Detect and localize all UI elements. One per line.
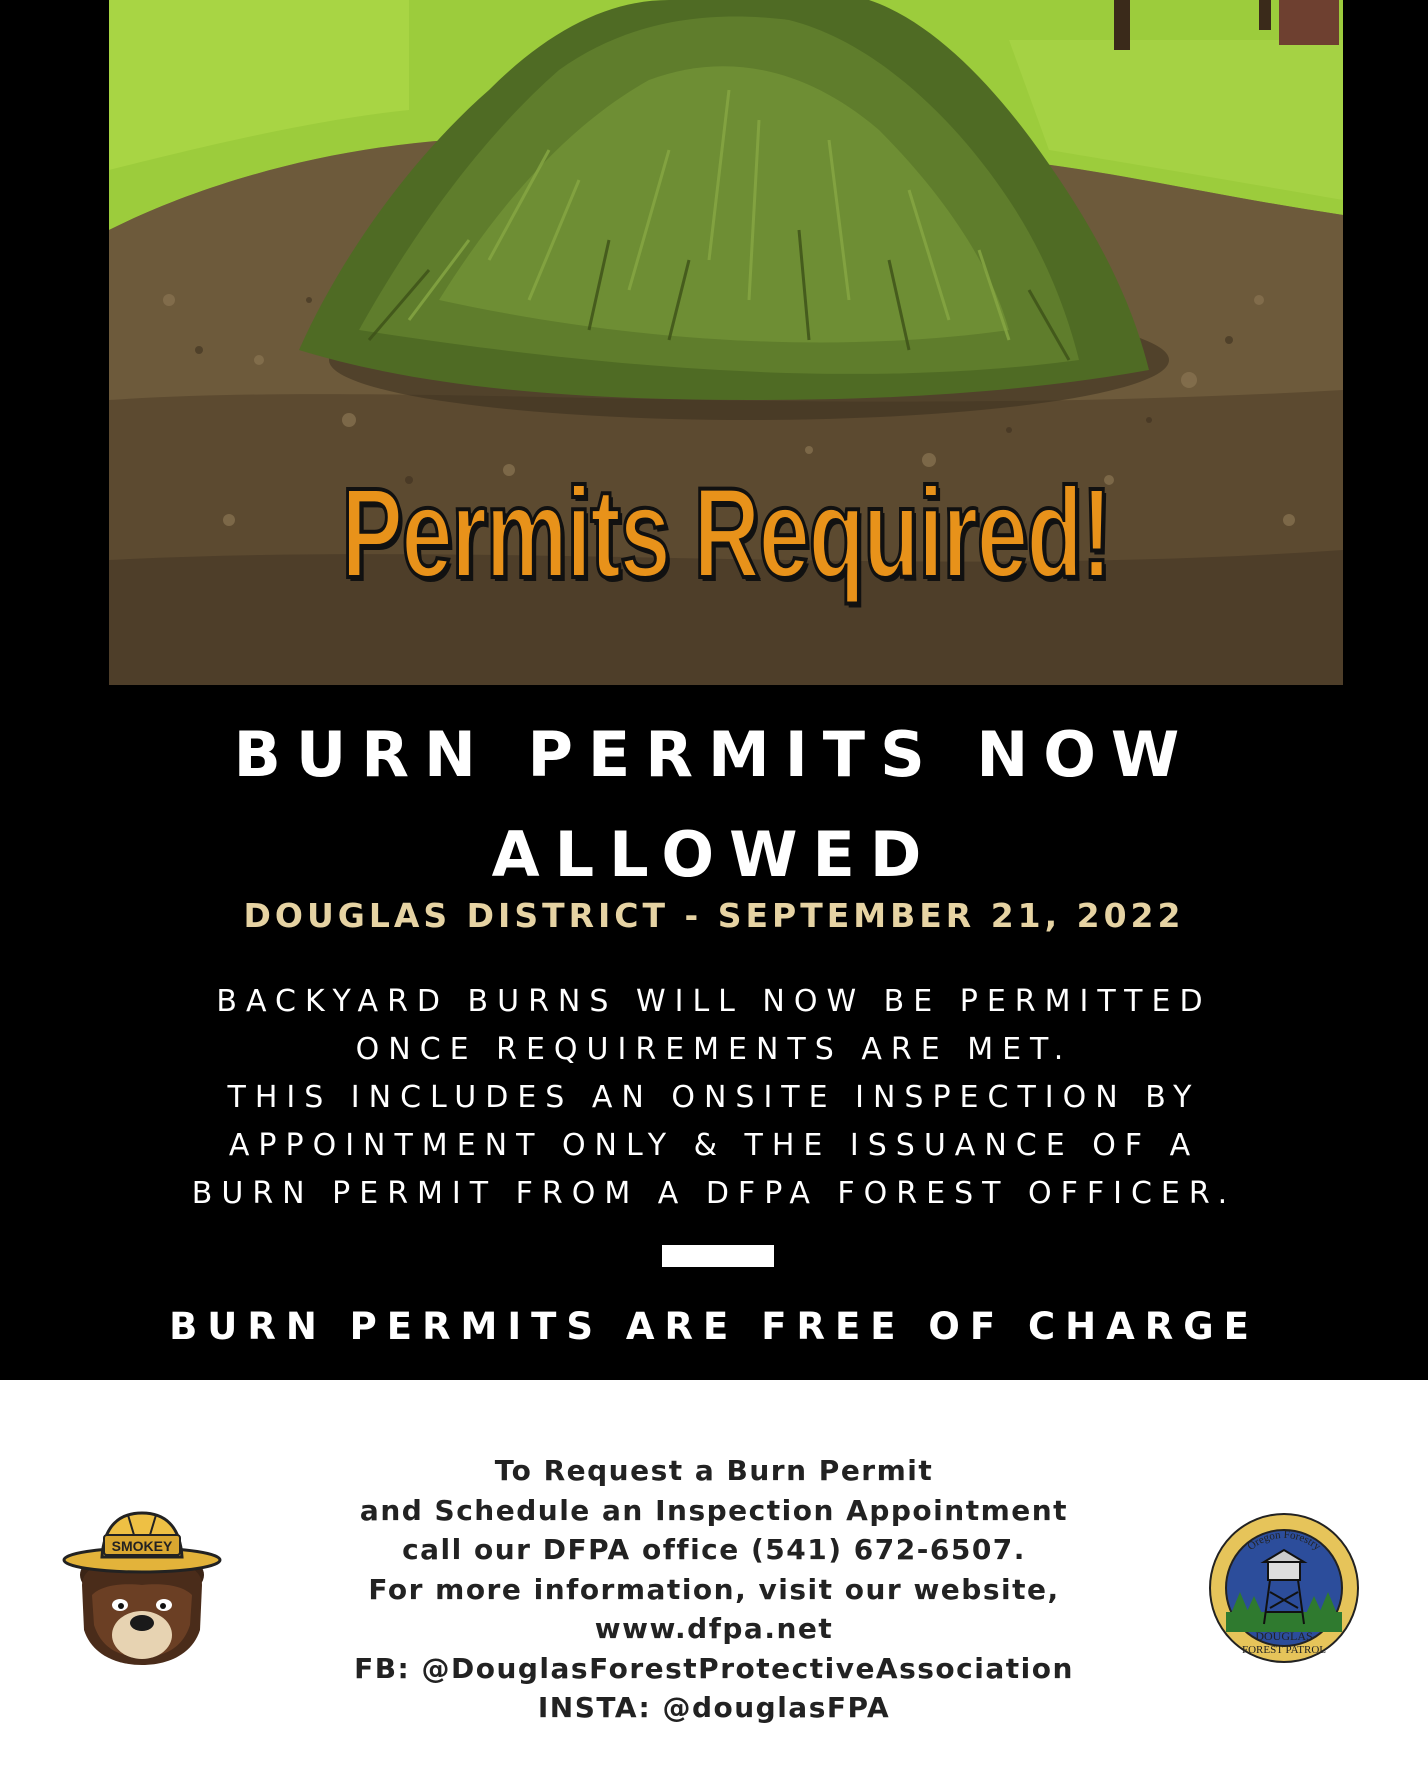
contact-phone-line: call our DFPA office (541) 672-6507.	[402, 1533, 1026, 1566]
douglas-forest-patrol-seal	[1208, 1512, 1360, 1664]
contact-line-1: To Request a Burn Permit	[494, 1454, 934, 1487]
headline	[0, 705, 1428, 905]
brush-pile-photo	[109, 0, 1343, 685]
divider-bar	[662, 1245, 774, 1267]
seal-top-text: Oregon Forestry	[1245, 1528, 1323, 1553]
requirements-line-3: THIS INCLUDES AN ONSITE INSPECTION BY	[227, 1080, 1201, 1115]
requirements-text	[0, 978, 1428, 1218]
requirements-line-5: BURN PERMIT FROM A DFPA FOREST OFFICER.	[191, 1176, 1237, 1211]
contact-line-2: and Schedule an Inspection Appointment	[359, 1493, 1069, 1527]
facebook-handle[interactable]: FB: @DouglasForestProtectiveAssociation	[354, 1651, 1074, 1685]
headline-line-2: ALLOWED	[491, 818, 937, 891]
instagram-handle[interactable]: INSTA: @douglasFPA	[537, 1691, 891, 1724]
permits-required-title: Permits Required!	[341, 462, 1111, 605]
seal-bottom-line-1: DOUGLAS	[1255, 1629, 1313, 1643]
requirements-line-2: ONCE REQUIREMENTS ARE MET.	[355, 1032, 1073, 1067]
contact-line-4: For more information, visit our website,	[368, 1572, 1060, 1606]
requirements-line-4: APPOINTMENT ONLY & THE ISSUANCE OF A	[228, 1128, 1200, 1163]
free-of-charge-text: BURN PERMITS ARE FREE OF CHARGE	[169, 1305, 1259, 1348]
smokey-bear-logo	[62, 1505, 222, 1667]
headline-line-1: BURN PERMITS NOW	[233, 718, 1195, 791]
lookout-tower-icon	[1208, 1512, 1360, 1664]
requirements-line-1: BACKYARD BURNS WILL NOW BE PERMITTED	[216, 984, 1212, 1019]
seal-bottom-line-2: FOREST PATROL	[1241, 1644, 1327, 1656]
smokey-hat-text: SMOKEY	[111, 1538, 173, 1554]
district-date-subhead: DOUGLAS DISTRICT - SEPTEMBER 21, 2022	[243, 896, 1185, 935]
smokey-bear-icon	[62, 1505, 222, 1667]
website-link[interactable]: www.dfpa.net	[594, 1612, 834, 1645]
